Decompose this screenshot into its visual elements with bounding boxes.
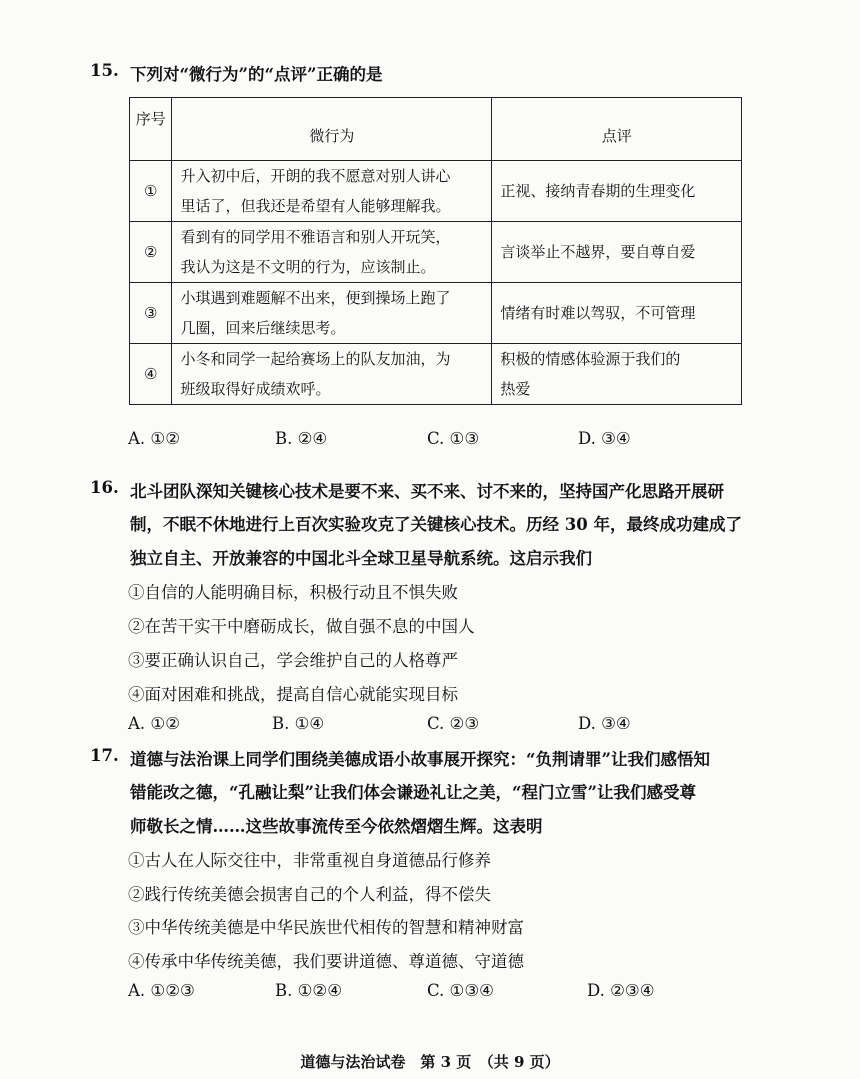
row-index: ③ [130, 283, 172, 344]
table-row [130, 344, 742, 405]
behavior-line: 我认为这是不文明的行为，应该制止。 [180, 258, 436, 276]
header-index: 序号 [130, 98, 172, 161]
behavior-line: 里话了，但我还是希望有人能够理解我。 [180, 197, 451, 215]
table-header-row [130, 98, 742, 161]
row-behavior [172, 222, 492, 283]
behavior-line: 班级取得好成绩欢呼。 [180, 380, 331, 398]
statement: ③中华传统美德是中华民族世代相传的智慧和精神财富 [128, 918, 524, 937]
table-row [130, 283, 742, 344]
option-a[interactable]: A. ①②③ [128, 981, 195, 1000]
question-stem-line: 制，不眠不休地进行上百次实验攻克了关键核心技术。历经 30 年，最终成功建成了 [130, 515, 742, 534]
question-stem-line: 独立自主、开放兼容的中国北斗全球卫星导航系统。这启示我们 [130, 549, 592, 568]
behavior-line: 小琪遇到难题解不出来，便到操场上跑了 [180, 289, 451, 307]
comment-line: 热爱 [500, 380, 531, 398]
row-index: ② [130, 222, 172, 283]
behavior-line: 看到有的同学用不雅语言和别人开玩笑， [180, 228, 451, 246]
option-b[interactable]: B. ①②④ [275, 981, 342, 1000]
row-comment [492, 161, 742, 222]
row-behavior [172, 283, 492, 344]
behavior-line: 升入初中后，开朗的我不愿意对别人讲心 [180, 167, 451, 185]
behavior-table [129, 97, 742, 405]
table-row [130, 222, 742, 283]
comment-line: 积极的情感体验源于我们的 [500, 350, 681, 368]
statement: ④面对困难和挑战，提高自信心就能实现目标 [128, 685, 458, 704]
question-stem-line: 师敬长之情……这些故事流传至今依然熠熠生辉。这表明 [130, 817, 543, 836]
option-b[interactable]: B. ②④ [275, 429, 328, 448]
statement: ②践行传统美德会损害自己的个人利益，得不偿失 [128, 885, 491, 904]
comment-line: 情绪有时难以驾驭，不可管理 [500, 304, 696, 322]
option-d[interactable]: D. ③④ [578, 714, 631, 733]
table-row [130, 161, 742, 222]
statement: ④传承中华传统美德，我们要讲道德、尊道德、守道德 [128, 952, 524, 971]
comment-line: 言谈举止不越界，要自尊自爱 [500, 243, 696, 261]
behavior-line: 几圈，回来后继续思考。 [180, 319, 346, 337]
question-stem-line: 北斗团队深知关键核心技术是要不来、买不来、讨不来的，坚持国产化思路开展研 [130, 482, 724, 501]
question-number: 15. [90, 61, 119, 80]
comment-line: 正视、接纳青春期的生理变化 [500, 182, 696, 200]
option-c[interactable]: C. ①③ [427, 429, 480, 448]
question-stem-line: 道德与法治课上同学们围绕美德成语小故事展开探究：“负荆请罪”让我们感悟知 [130, 750, 710, 769]
row-comment [492, 222, 742, 283]
question-stem-line: 错能改之德，“孔融让梨”让我们体会谦逊礼让之美，“程门立雪”让我们感受尊 [130, 783, 696, 802]
option-d[interactable]: D. ②③④ [587, 981, 655, 1000]
option-b[interactable]: B. ①④ [272, 714, 325, 733]
statement: ①自信的人能明确目标，积极行动且不惧失败 [128, 583, 458, 602]
row-index: ① [130, 161, 172, 222]
question-number: 17. [90, 746, 119, 765]
question-number: 16. [90, 478, 119, 497]
behavior-line: 小冬和同学一起给赛场上的队友加油，为 [180, 350, 451, 368]
row-comment [492, 283, 742, 344]
statement: ③要正确认识自己，学会维护自己的人格尊严 [128, 651, 458, 670]
row-comment [492, 344, 742, 405]
row-behavior [172, 161, 492, 222]
question-stem: 下列对“微行为”的“点评”正确的是 [130, 65, 383, 84]
row-behavior [172, 344, 492, 405]
statement: ②在苦干实干中磨砺成长，做自强不息的中国人 [128, 617, 475, 636]
option-c[interactable]: C. ②③ [427, 714, 480, 733]
header-comment: 点评 [492, 98, 742, 161]
row-index: ④ [130, 344, 172, 405]
statement: ①古人在人际交往中，非常重视自身道德品行修养 [128, 851, 491, 870]
option-a[interactable]: A. ①② [128, 714, 180, 733]
option-d[interactable]: D. ③④ [578, 429, 631, 448]
option-a[interactable]: A. ①② [128, 429, 180, 448]
option-c[interactable]: C. ①③④ [427, 981, 494, 1000]
page-footer: 道德与法治试卷 第 3 页 （共 9 页） [300, 1053, 560, 1071]
header-behavior: 微行为 [172, 98, 492, 161]
